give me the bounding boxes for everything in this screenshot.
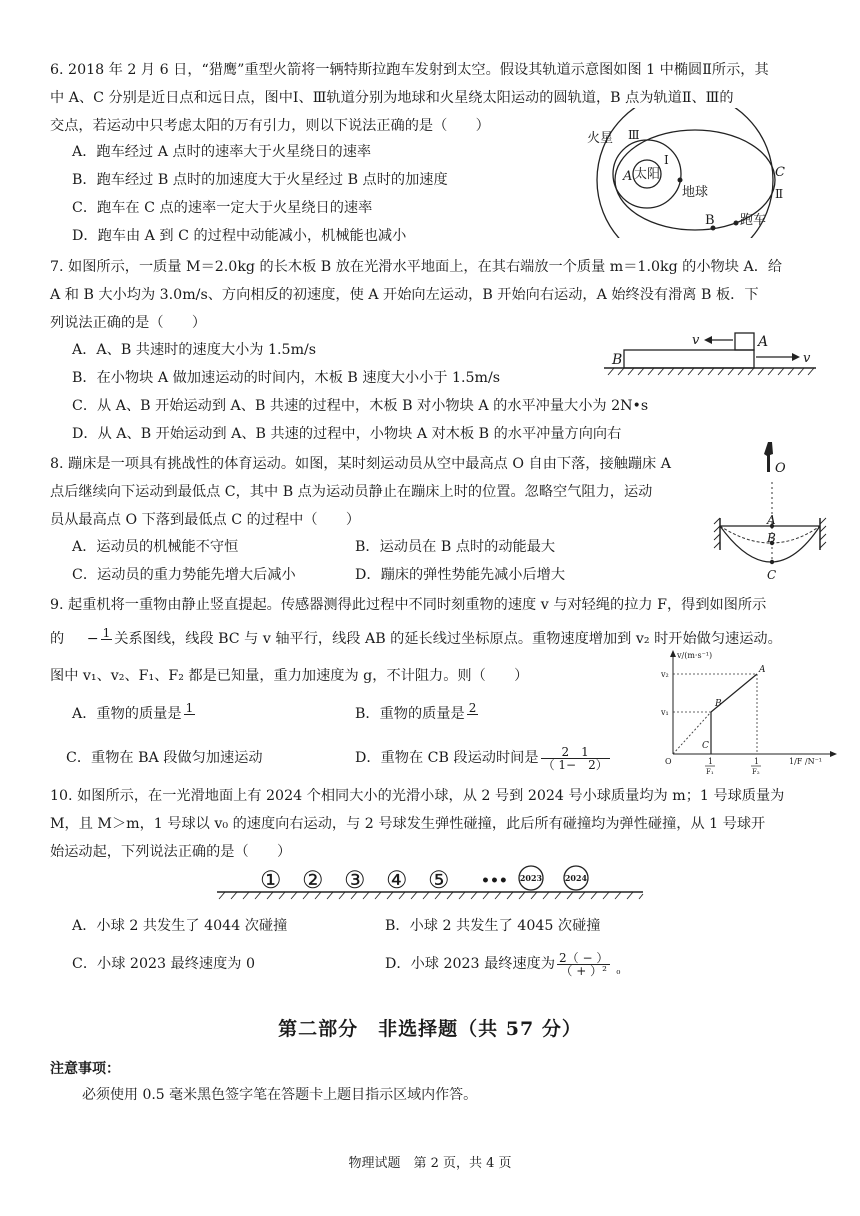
q9-stem-fraction: 1 <box>102 625 111 640</box>
q9-v-invF-graph <box>655 648 845 778</box>
earth-dot <box>678 178 683 183</box>
q6-option-b: B．跑车经过 B 点时的加速度大于火星经过 B 点时的加速度 <box>72 172 448 188</box>
q10-option-a: A．小球 2 共发生了 4044 次碰撞 <box>72 918 288 934</box>
q7-option-a: A．A、B 共速时的速度大小为 1.5m/s <box>72 342 317 358</box>
q6-stem-line3: 交点，若运动中只考虑太阳的万有引力，则以下说法正确的是（ ） <box>50 118 490 134</box>
q6-orbit-diagram <box>585 108 815 238</box>
q7-option-c: C．从 A、B 开始运动到 A、B 共速的过程中，木板 B 对小物块 A 的水平冲量大小为 2N•s <box>72 398 649 414</box>
notice-heading: 注意事项： <box>50 1061 120 1077</box>
orbit-2-label: Ⅱ <box>775 187 784 201</box>
q9-option-a-fraction: 1 <box>185 700 194 715</box>
ball-2023-label: 2023 <box>519 873 543 883</box>
q8-stem-line3: 员从最高点 O 下落到最低点 C 的过程中（ ） <box>50 512 361 528</box>
q9-option-d-fraction: $\frac{2 1}{( 1- 2)}$ <box>542 744 608 772</box>
q10-option-c: C．小球 2023 最终速度为 0 <box>72 956 256 972</box>
board-b <box>624 350 754 368</box>
page-footer: 物理试题 第 2 页，共 4 页 <box>348 1156 512 1171</box>
orbit-1-label: Ⅰ <box>664 153 669 167</box>
q9-stem-line1: 9. 起重机将一重物由静止竖直提起。传感器测得此过程中不同时刻重物的速度 v 与对轻绳的拉力 F，得到如图所示 <box>50 597 767 613</box>
notice-body: 必须使用 0.5 毫米黑色签字笔在答题卡上题目指示区域内作答。 <box>82 1087 478 1103</box>
q9-option-d: D．重物在 CB 段运动时间是 $\frac{2 1}{( 1- 2)}$ <box>355 744 608 772</box>
x-axis-arrowhead <box>830 751 837 757</box>
f1-label: F₁ <box>706 768 714 776</box>
point-a-label: A <box>623 169 633 184</box>
ellipsis-dots: ••• <box>481 873 508 889</box>
point-c-label: C <box>767 568 777 582</box>
q9-option-b-fraction: 2 <box>468 700 477 715</box>
point-c-label: C <box>775 165 785 180</box>
section-title: 第二部分 非选择题（共 57 分） <box>278 1018 582 1040</box>
board-b-label: B <box>612 352 623 368</box>
mars-label: 火星 <box>587 131 614 146</box>
ball-1: ① <box>260 866 282 894</box>
velocity-a-arrowhead <box>704 336 712 344</box>
car-label: 跑车 <box>740 213 767 228</box>
q9-stem-line2: 的 − 1 关系图线，线段 BC 与 v 轴平行，线段 AB 的延长线过坐标原点。重物速度增加到 v₂ 时开始做匀速运动。 <box>50 625 820 654</box>
point-a-label: A <box>767 513 776 527</box>
q10-stem-line2: M，且 M＞m，1 号球以 v₀ 的速度向右运动，与 2 号球发生弹性碰撞，此后所有碰撞均为弹性碰撞，从 1 号球开 <box>50 816 766 832</box>
f1-numerator: 1 <box>708 757 714 766</box>
q9-option-b: B．重物的质量是 2 <box>355 700 480 728</box>
q7-stem-line1: 7. 如图所示，一质量 M＝2.0kg 的长木板 B 放在光滑水平地面上，在其右端放一个质量 m＝1.0kg 的小物块 A．给 <box>50 259 783 275</box>
earth-label: 地球 <box>682 185 709 200</box>
q8-option-b: B．运动员在 B 点时的动能最大 <box>355 539 556 555</box>
velocity-a-label: v <box>692 333 700 348</box>
q9-stem-suffix: 关系图线，线段 BC 与 v 轴平行，线段 AB 的延长线过坐标原点。重物速度增加到 v₂ 时开始做匀速运动。 <box>114 631 782 647</box>
athlete-figure <box>764 442 773 472</box>
q6-stem-line2: 中 A、C 分别是近日点和远日点，图中Ⅰ、Ⅲ轨道分别为地球和火星绕太阳运动的圆轨道，B 点为轨道Ⅱ、Ⅲ的 <box>50 90 734 106</box>
q10-option-d-fraction: $\frac{2( - )}{\text{（ + ）²}}$ <box>559 950 609 978</box>
q8-option-a: A．运动员的机械能不守恒 <box>72 539 239 555</box>
q10-option-d: D．小球 2023 最终速度为 $\frac{2( - )}{\text{（ + ）²}}$ $_{_0}$ <box>385 950 621 978</box>
q9-stem-line3: 图中 v₁、v₂、F₁、F₂ 都是已知量，重力加速度为 g，不计阻力。则（ ） <box>50 668 529 684</box>
q8-stem-line1: 8. 蹦床是一项具有挑战性的体育运动。如图，某时刻运动员从空中最高点 O 自由下落，接触蹦床 A <box>50 456 671 472</box>
v2-label: v₂ <box>661 670 669 679</box>
q6-stem-line1: 6. 2018 年 2 月 6 日，“猎鹰”重型火箭将一辆特斯拉跑车发射到太空。假设其轨道示意图如图 1 中椭圆Ⅱ所示，其 <box>50 62 769 78</box>
ground-hatch <box>608 368 814 375</box>
point-b-label: B <box>715 699 722 709</box>
ball-3: ③ <box>344 866 366 894</box>
x-axis-label: 1/F /N⁻¹ <box>789 757 823 766</box>
ball-2: ② <box>302 866 324 894</box>
block-a-label: A <box>758 334 769 350</box>
q10-stem-line1: 10. 如图所示，在一光滑地面上有 2024 个相同大小的光滑小球，从 2 号到 2024 号小球质量均为 m；1 号球质量为 <box>50 788 785 804</box>
point-c-label: C <box>702 741 709 751</box>
q8-option-d: D．蹦床的弹性势能先减小后增大 <box>355 567 566 583</box>
y-axis-label: v/(m·s⁻¹) <box>677 651 713 660</box>
origin-label: O <box>665 757 672 766</box>
q6-option-d: D．跑车由 A 到 C 的过程中动能减小，机械能也减小 <box>72 228 407 244</box>
q7-board-diagram <box>600 328 820 380</box>
v1-label: v₁ <box>661 708 669 717</box>
block-a <box>735 333 754 350</box>
orbit-3-label: Ⅲ <box>628 128 640 142</box>
q9-option-a: A．重物的质量是 1 <box>72 700 197 728</box>
y-axis-arrowhead <box>670 650 676 657</box>
ball-2024-label: 2024 <box>564 873 588 883</box>
point-b-label: B <box>705 213 715 228</box>
f2-label: F₂ <box>752 768 760 776</box>
car-dot <box>734 221 739 226</box>
q8-stem-line2: 点后继续向下运动到最低点 C，其中 B 点为运动员静止在蹦床上时的位置。忽略空气阻力，运动 <box>50 484 653 500</box>
point-b-label: B <box>767 531 776 545</box>
ball-5: ⑤ <box>428 866 450 894</box>
ball-4: ④ <box>386 866 408 894</box>
f2-numerator: 1 <box>754 757 760 766</box>
q6-option-c: C．跑车在 C 点的速率一定大于火星绕日的速率 <box>72 200 373 216</box>
sun-label: 太阳 <box>634 167 661 182</box>
q7-option-b: B．在小物块 A 做加速运动的时间内，木板 B 速度大小小于 1.5m/s <box>72 370 501 386</box>
q10-stem-line3: 始运动起，下列说法正确的是（ ） <box>50 844 292 860</box>
q6-option-a: A．跑车经过 A 点时的速率大于火星绕日的速率 <box>72 144 372 160</box>
q9-option-c: C．重物在 BA 段做匀加速运动 <box>66 750 263 766</box>
point-o-label: O <box>775 461 786 476</box>
velocity-b-label: v <box>803 351 811 366</box>
q10-balls-diagram <box>215 864 645 906</box>
q10-option-b: B．小球 2 共发生了 4045 次碰撞 <box>385 918 601 934</box>
q7-stem-line2: A 和 B 大小均为 3.0m/s、方向相反的初速度，使 A 开始向左运动，B 开始向右运动，A 始终没有滑离 B 板．下 <box>50 287 759 303</box>
point-a-label: A <box>759 665 766 675</box>
q7-option-d: D．从 A、B 开始运动到 A、B 共速的过程中，小物块 A 对木板 B 的水平冲量方向向右 <box>72 426 622 442</box>
q8-trampoline-diagram <box>712 438 828 584</box>
q8-option-c: C．运动员的重力势能先增大后减小 <box>72 567 296 583</box>
q7-stem-line3: 列说法正确的是（ ） <box>50 315 207 331</box>
q9-stem-prefix: 的 <box>50 631 65 647</box>
point-c-dot <box>770 560 774 564</box>
velocity-b-arrowhead <box>792 353 800 361</box>
